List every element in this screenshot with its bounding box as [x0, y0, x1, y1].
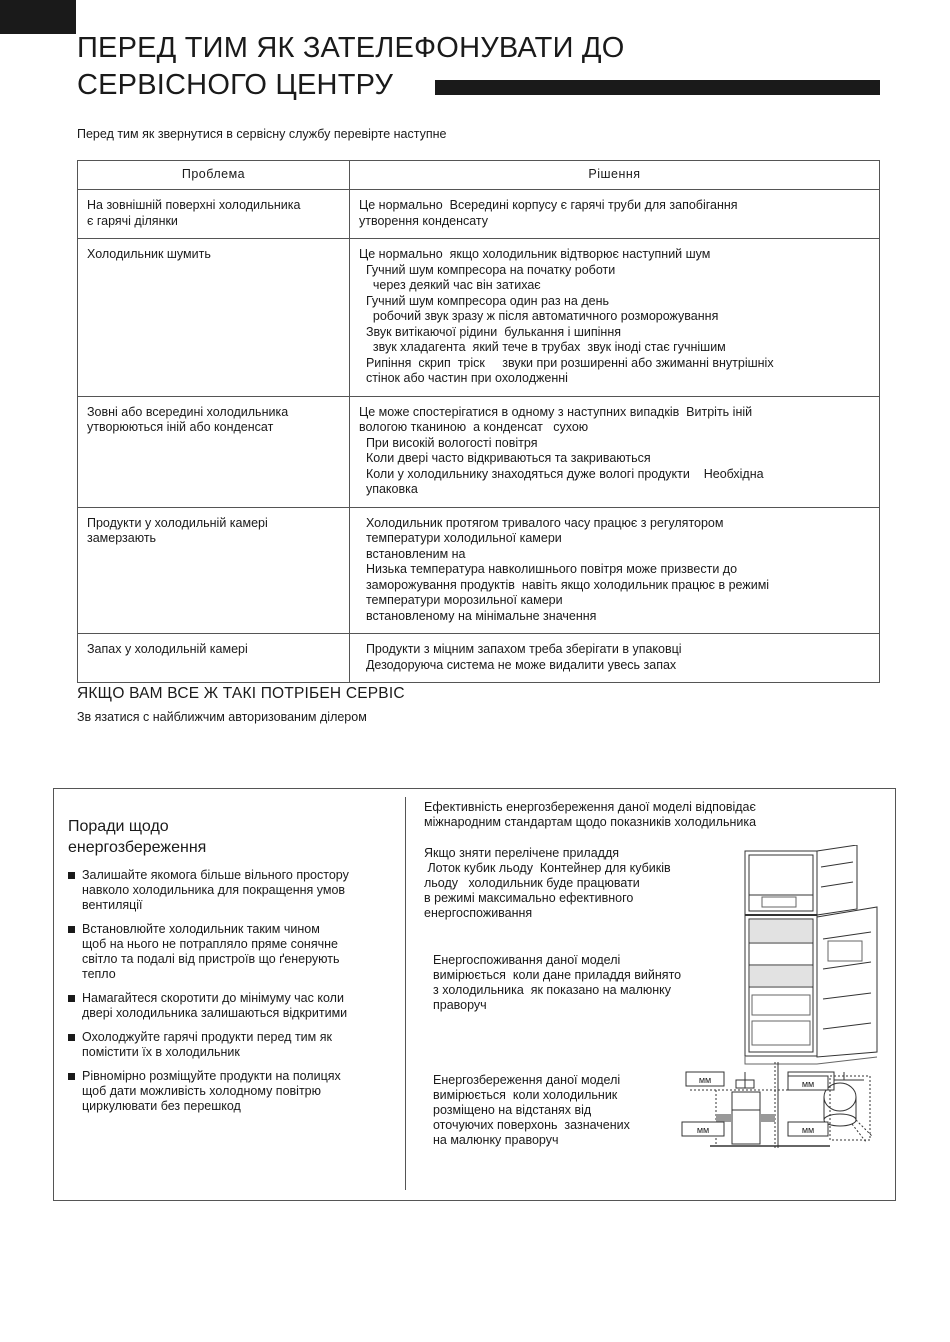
tip-item — [68, 922, 403, 982]
refrigerator-open-illustration — [740, 845, 882, 1070]
table-header-row — [78, 161, 880, 190]
solution-line: вологою тканиною а конденсат сухою — [359, 420, 589, 434]
table-body — [78, 190, 880, 683]
tip-line: Намагайтеся скоротити до мінімуму час коли — [82, 991, 344, 1005]
tip-line: Охолоджуйте гарячі продукти перед тим як — [82, 1030, 332, 1044]
title-line-2: СЕРВІСНОГО ЦЕНТРУ — [77, 69, 394, 101]
solution-line: температури холодильної камери — [359, 531, 562, 545]
square-bullet-icon — [68, 1034, 75, 1041]
service-heading: ЯКЩО ВАМ ВСЕ Ж ТАКІ ПОТРІБЕН СЕРВІС — [77, 685, 405, 702]
solution-line: заморожування продуктів навіть якщо холодильник працює в режимі — [359, 577, 770, 592]
solution-cell — [350, 190, 880, 239]
solution-line: Це нормально якщо холодильник відтворює наступний шум — [359, 247, 711, 261]
solution-line: Низька температура навколишнього повітря може призвести до — [359, 562, 738, 576]
solution-cell — [350, 239, 880, 397]
table-row — [78, 190, 880, 239]
tip-item — [68, 1069, 403, 1114]
square-bullet-icon — [68, 995, 75, 1002]
tip-item — [68, 991, 403, 1021]
solution-line: Гучний шум компресора один раз на день — [359, 293, 610, 308]
text-line: Ефективність енергозбереження даної моделі відповідає — [424, 800, 756, 814]
solution-line: Дезодоруюча система не може видалити увесь запах — [359, 657, 677, 672]
clearance-text — [433, 1073, 630, 1148]
mm-label-top-left: мм — [698, 1075, 712, 1085]
consumption-text — [433, 953, 681, 1013]
solution-line: При високій вологості повітря — [359, 435, 538, 450]
mm-label-bottom-left: мм — [696, 1125, 710, 1135]
header-problem: Проблема — [78, 161, 350, 190]
problem-line: На зовнішній поверхні холодильника — [87, 198, 301, 212]
solution-line: Холодильник протягом тривалого часу працює з регулятором — [359, 515, 724, 530]
energy-tips-list — [68, 868, 403, 1123]
tip-line: двері холодильника залишаються відкритими — [82, 1006, 348, 1020]
problem-cell — [78, 239, 350, 397]
accessories-text — [424, 846, 671, 921]
mm-label-bottom-right: мм — [801, 1125, 815, 1135]
tip-line: циркулювати без перешкод — [82, 1099, 241, 1113]
text-line: енергоспоживання — [424, 906, 533, 920]
solution-line: Коли у холодильнику знаходяться дуже вологі продукти Необхідна — [359, 466, 764, 481]
solution-line: робочий звук зразу ж після автоматичного розморожування — [359, 309, 719, 323]
tip-item — [68, 1030, 403, 1060]
solution-line: Продукти з міцним запахом треба зберігати в упаковці — [359, 642, 682, 656]
table-row — [78, 634, 880, 683]
solution-line: температури морозильної камери — [359, 593, 563, 607]
solution-line: Звук витікаючої рідини булькання і шипіння — [359, 324, 622, 339]
efficiency-text — [424, 800, 756, 830]
solution-line: Рипіння скрип тріск звуки при розширенні або зжиманні внутрішніх — [359, 355, 774, 370]
tip-line: щоб дати можливість холодному повітрю — [82, 1084, 321, 1098]
text-line: вимірюється коли холодильник — [433, 1088, 618, 1102]
problem-line: є гарячі ділянки — [87, 213, 178, 228]
table-row — [78, 239, 880, 397]
problem-line: замерзають — [87, 531, 157, 545]
energy-title-line-1: Поради щодо — [68, 818, 169, 835]
troubleshooting-table — [77, 160, 880, 683]
square-bullet-icon — [68, 872, 75, 879]
text-line: міжнародним стандартам щодо показників холодильника — [424, 815, 757, 829]
table-row — [78, 396, 880, 507]
solution-line: через деякий час він затихає — [359, 278, 541, 292]
solution-line: Це нормально Всередині корпусу є гарячі труби для запобігання — [359, 198, 738, 212]
tip-line: Рівномірно розміщуйте продукти на полицях — [82, 1069, 341, 1083]
problem-line: Зовні або всередині холодильника — [87, 404, 289, 419]
mm-label-top-right: мм — [801, 1079, 815, 1089]
problem-line: Холодильник шумить — [87, 247, 211, 261]
tip-line: світло та подалі від пристроїв що ґенерують — [82, 952, 340, 966]
tip-line: Встановлюйте холодильник таким чином — [82, 922, 320, 936]
tip-line: Залишайте якомога більше вільного простору — [82, 868, 349, 882]
problem-cell — [78, 396, 350, 507]
tip-item — [68, 868, 403, 913]
text-line: розміщено на відстанях від — [433, 1103, 592, 1117]
square-bullet-icon — [68, 1073, 75, 1080]
energy-title-line-2: енергозбереження — [68, 839, 207, 856]
solution-line: Гучний шум компресора на початку роботи — [359, 262, 616, 277]
text-line: з холодильника як показано на малюнку — [433, 983, 672, 997]
corner-tab — [0, 0, 76, 34]
problem-line: утворюються іній або конденсат — [87, 420, 274, 434]
solution-cell — [350, 396, 880, 507]
text-line: оточуючих поверхонь зазначених — [433, 1118, 630, 1132]
text-line: праворуч — [433, 998, 487, 1012]
energy-tips-title — [68, 816, 206, 858]
problem-line: Запах у холодильній камері — [87, 642, 248, 656]
solution-line: Це може спостерігатися в одному з наступних випадків Витріть іній — [359, 404, 753, 419]
solution-line: стінок або частин при охолодженні — [359, 371, 568, 385]
square-bullet-icon — [68, 926, 75, 933]
text-line: Якщо зняти перелічене приладдя — [424, 846, 620, 860]
tip-line: помістити їх в холодильник — [82, 1045, 240, 1059]
text-line: в режимі максимально ефективного — [424, 891, 634, 905]
table-row — [78, 507, 880, 634]
solution-line: встановленому на мінімальне значення — [359, 608, 597, 623]
tip-line: тепло — [82, 967, 116, 981]
text-line: Лоток кубик льоду Контейнер для кубиків — [424, 861, 671, 875]
solution-line: встановленим на — [359, 546, 466, 561]
tip-line: вентиляції — [82, 898, 143, 912]
solution-line: звук хладагента який тече в трубах звук іноді стає гучнішим — [359, 340, 726, 354]
text-line: Енергозбереження даної моделі — [433, 1073, 621, 1087]
title-bar — [435, 80, 880, 95]
problem-cell — [78, 190, 350, 239]
header-solution: Рішення — [350, 161, 880, 190]
service-text: Зв язатися с найближчим авторизованим ділером — [77, 710, 367, 724]
title-line-1: ПЕРЕД ТИМ ЯК ЗАТЕЛЕФОНУВАТИ ДО — [77, 32, 625, 64]
box-divider — [405, 797, 406, 1190]
tip-line: щоб на нього не потрапляло пряме сонячне — [82, 937, 338, 951]
problem-cell — [78, 634, 350, 683]
solution-cell — [350, 507, 880, 634]
text-line: Енергоспоживання даної моделі — [433, 953, 621, 967]
solution-line: утворення конденсату — [359, 213, 489, 228]
clearance-diagram — [680, 1062, 880, 1152]
solution-cell — [350, 634, 880, 683]
intro-text: Перед тим як звернутися в сервісну службу перевірте наступне — [77, 127, 447, 141]
problem-cell — [78, 507, 350, 634]
solution-line: Коли двері часто відкриваються та закриваються — [359, 451, 651, 465]
text-line: вимірюється коли дане приладдя вийнято — [433, 968, 682, 982]
solution-line: упаковка — [359, 482, 418, 496]
tip-line: навколо холодильника для покращення умов — [82, 883, 346, 897]
text-line: на малюнку праворуч — [433, 1133, 559, 1147]
text-line: льоду холодильник буде працювати — [424, 876, 640, 890]
problem-line: Продукти у холодильній камері — [87, 515, 268, 530]
